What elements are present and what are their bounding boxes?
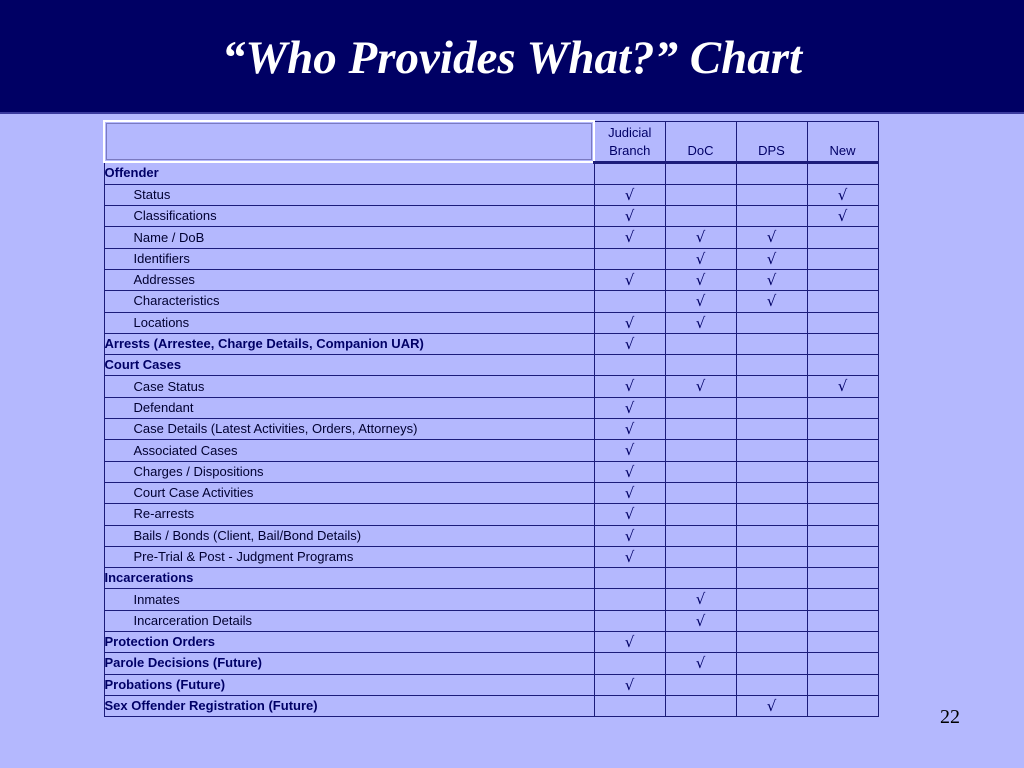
check-mark-doc: √ xyxy=(665,291,736,312)
empty-cell-doc xyxy=(665,461,736,482)
empty-cell-dps xyxy=(736,162,807,184)
table-row xyxy=(104,248,878,269)
page-number: 22 xyxy=(940,706,960,728)
empty-cell-dps xyxy=(736,610,807,631)
header-row xyxy=(104,121,878,162)
row-label: Name / DoB xyxy=(104,227,594,248)
empty-cell-dps xyxy=(736,440,807,461)
empty-cell-doc xyxy=(665,695,736,716)
row-label: Bails / Bonds (Client, Bail/Bond Details) xyxy=(104,525,594,546)
table-section-row xyxy=(104,355,878,376)
empty-cell-dps xyxy=(736,546,807,567)
check-mark-dps: √ xyxy=(736,227,807,248)
empty-cell-new xyxy=(807,482,878,503)
column-header-doc: DoC xyxy=(665,121,736,162)
row-label: Court Cases xyxy=(104,355,594,376)
row-label: Defendant xyxy=(104,397,594,418)
row-label: Associated Cases xyxy=(104,440,594,461)
chart-body xyxy=(104,121,878,717)
empty-cell-dps xyxy=(736,206,807,227)
empty-cell-new xyxy=(807,525,878,546)
check-mark-new: √ xyxy=(807,376,878,397)
empty-cell-new xyxy=(807,461,878,482)
empty-cell-dps xyxy=(736,525,807,546)
table-section-row xyxy=(104,653,878,674)
empty-cell-judicial-branch xyxy=(594,248,665,269)
empty-cell-new xyxy=(807,440,878,461)
empty-cell-doc xyxy=(665,525,736,546)
row-label: Addresses xyxy=(104,269,594,290)
empty-cell-new xyxy=(807,312,878,333)
row-label: Classifications xyxy=(104,206,594,227)
table-row xyxy=(104,206,878,227)
check-mark-judicial-branch: √ xyxy=(594,227,665,248)
empty-cell-new xyxy=(807,162,878,184)
empty-cell-new xyxy=(807,546,878,567)
table-row xyxy=(104,589,878,610)
empty-cell-judicial-branch xyxy=(594,589,665,610)
empty-cell-doc xyxy=(665,632,736,653)
empty-cell-dps xyxy=(736,419,807,440)
empty-cell-judicial-branch xyxy=(594,568,665,589)
empty-cell-judicial-branch xyxy=(594,695,665,716)
table-section-row xyxy=(104,695,878,716)
table-row xyxy=(104,610,878,631)
table-section-row xyxy=(104,568,878,589)
row-label: Arrests (Arrestee, Charge Details, Companion UAR) xyxy=(104,333,594,354)
table-row xyxy=(104,525,878,546)
empty-cell-dps xyxy=(736,184,807,205)
check-mark-judicial-branch: √ xyxy=(594,482,665,503)
empty-cell-judicial-branch xyxy=(594,162,665,184)
empty-cell-new xyxy=(807,227,878,248)
empty-cell-doc xyxy=(665,482,736,503)
check-mark-judicial-branch: √ xyxy=(594,632,665,653)
check-mark-doc: √ xyxy=(665,610,736,631)
empty-cell-new xyxy=(807,632,878,653)
row-label: Re-arrests xyxy=(104,504,594,525)
empty-cell-new xyxy=(807,674,878,695)
empty-cell-dps xyxy=(736,461,807,482)
empty-cell-doc xyxy=(665,355,736,376)
row-label: Charges / Dispositions xyxy=(104,461,594,482)
check-mark-doc: √ xyxy=(665,653,736,674)
check-mark-new: √ xyxy=(807,184,878,205)
empty-cell-doc xyxy=(665,184,736,205)
empty-cell-doc xyxy=(665,397,736,418)
check-mark-judicial-branch: √ xyxy=(594,440,665,461)
table-row xyxy=(104,269,878,290)
check-mark-judicial-branch: √ xyxy=(594,333,665,354)
empty-cell-dps xyxy=(736,333,807,354)
row-label: Parole Decisions (Future) xyxy=(104,653,594,674)
check-mark-doc: √ xyxy=(665,227,736,248)
check-mark-dps: √ xyxy=(736,695,807,716)
check-mark-judicial-branch: √ xyxy=(594,546,665,567)
check-mark-judicial-branch: √ xyxy=(594,397,665,418)
table-row xyxy=(104,397,878,418)
table-row xyxy=(104,440,878,461)
table-row xyxy=(104,227,878,248)
row-label: Status xyxy=(104,184,594,205)
table-row xyxy=(104,184,878,205)
table-section-row xyxy=(104,333,878,354)
column-header-new: New xyxy=(807,121,878,162)
empty-cell-doc xyxy=(665,568,736,589)
column-header-judicial-branch: Judicial Branch xyxy=(594,121,665,162)
empty-cell-dps xyxy=(736,653,807,674)
empty-cell-new xyxy=(807,397,878,418)
row-label: Court Case Activities xyxy=(104,482,594,503)
table-row xyxy=(104,461,878,482)
table-section-row xyxy=(104,632,878,653)
check-mark-judicial-branch: √ xyxy=(594,674,665,695)
empty-cell-judicial-branch xyxy=(594,291,665,312)
column-header-dps: DPS xyxy=(736,121,807,162)
row-label: Incarcerations xyxy=(104,568,594,589)
check-mark-judicial-branch: √ xyxy=(594,312,665,333)
empty-cell-new xyxy=(807,504,878,525)
check-mark-doc: √ xyxy=(665,248,736,269)
empty-cell-doc xyxy=(665,162,736,184)
empty-cell-dps xyxy=(736,355,807,376)
row-label: Characteristics xyxy=(104,291,594,312)
check-mark-doc: √ xyxy=(665,589,736,610)
table-row xyxy=(104,482,878,503)
check-mark-judicial-branch: √ xyxy=(594,269,665,290)
check-mark-judicial-branch: √ xyxy=(594,525,665,546)
check-mark-judicial-branch: √ xyxy=(594,184,665,205)
check-mark-doc: √ xyxy=(665,269,736,290)
empty-cell-new xyxy=(807,291,878,312)
empty-cell-dps xyxy=(736,312,807,333)
row-label: Locations xyxy=(104,312,594,333)
row-label: Inmates xyxy=(104,589,594,610)
empty-cell-new xyxy=(807,589,878,610)
empty-cell-new xyxy=(807,355,878,376)
check-mark-dps: √ xyxy=(736,248,807,269)
empty-cell-new xyxy=(807,419,878,440)
check-mark-doc: √ xyxy=(665,376,736,397)
row-label: Sex Offender Registration (Future) xyxy=(104,695,594,716)
empty-cell-dps xyxy=(736,504,807,525)
table-row xyxy=(104,504,878,525)
row-label: Identifiers xyxy=(104,248,594,269)
empty-cell-dps xyxy=(736,589,807,610)
empty-cell-new xyxy=(807,333,878,354)
header-corner xyxy=(104,121,594,162)
check-mark-new: √ xyxy=(807,206,878,227)
row-label: Offender xyxy=(104,162,594,184)
check-mark-judicial-branch: √ xyxy=(594,419,665,440)
empty-cell-new xyxy=(807,610,878,631)
empty-cell-doc xyxy=(665,333,736,354)
slide-title: “Who Provides What?” Chart xyxy=(221,32,803,84)
empty-cell-dps xyxy=(736,568,807,589)
row-label: Case Status xyxy=(104,376,594,397)
empty-cell-new xyxy=(807,248,878,269)
check-mark-judicial-branch: √ xyxy=(594,504,665,525)
table-section-row xyxy=(104,162,878,184)
check-mark-dps: √ xyxy=(736,291,807,312)
empty-cell-judicial-branch xyxy=(594,653,665,674)
title-bar xyxy=(0,0,1024,114)
empty-cell-doc xyxy=(665,206,736,227)
row-label: Case Details (Latest Activities, Orders, Attorneys) xyxy=(104,419,594,440)
check-mark-judicial-branch: √ xyxy=(594,376,665,397)
empty-cell-dps xyxy=(736,376,807,397)
empty-cell-new xyxy=(807,269,878,290)
empty-cell-judicial-branch xyxy=(594,355,665,376)
row-label: Probations (Future) xyxy=(104,674,594,695)
empty-cell-doc xyxy=(665,419,736,440)
empty-cell-doc xyxy=(665,440,736,461)
empty-cell-judicial-branch xyxy=(594,610,665,631)
row-label: Incarceration Details xyxy=(104,610,594,631)
check-mark-dps: √ xyxy=(736,269,807,290)
row-label: Protection Orders xyxy=(104,632,594,653)
check-mark-judicial-branch: √ xyxy=(594,461,665,482)
empty-cell-doc xyxy=(665,674,736,695)
provider-chart-table xyxy=(103,120,879,717)
table-section-row xyxy=(104,674,878,695)
empty-cell-dps xyxy=(736,632,807,653)
empty-cell-dps xyxy=(736,674,807,695)
check-mark-judicial-branch: √ xyxy=(594,206,665,227)
table-row xyxy=(104,291,878,312)
empty-cell-dps xyxy=(736,482,807,503)
empty-cell-doc xyxy=(665,504,736,525)
table-row xyxy=(104,419,878,440)
empty-cell-new xyxy=(807,695,878,716)
table-row xyxy=(104,546,878,567)
table-row xyxy=(104,376,878,397)
check-mark-doc: √ xyxy=(665,312,736,333)
empty-cell-new xyxy=(807,653,878,674)
empty-cell-dps xyxy=(736,397,807,418)
empty-cell-new xyxy=(807,568,878,589)
row-label: Pre-Trial & Post - Judgment Programs xyxy=(104,546,594,567)
empty-cell-doc xyxy=(665,546,736,567)
table-row xyxy=(104,312,878,333)
